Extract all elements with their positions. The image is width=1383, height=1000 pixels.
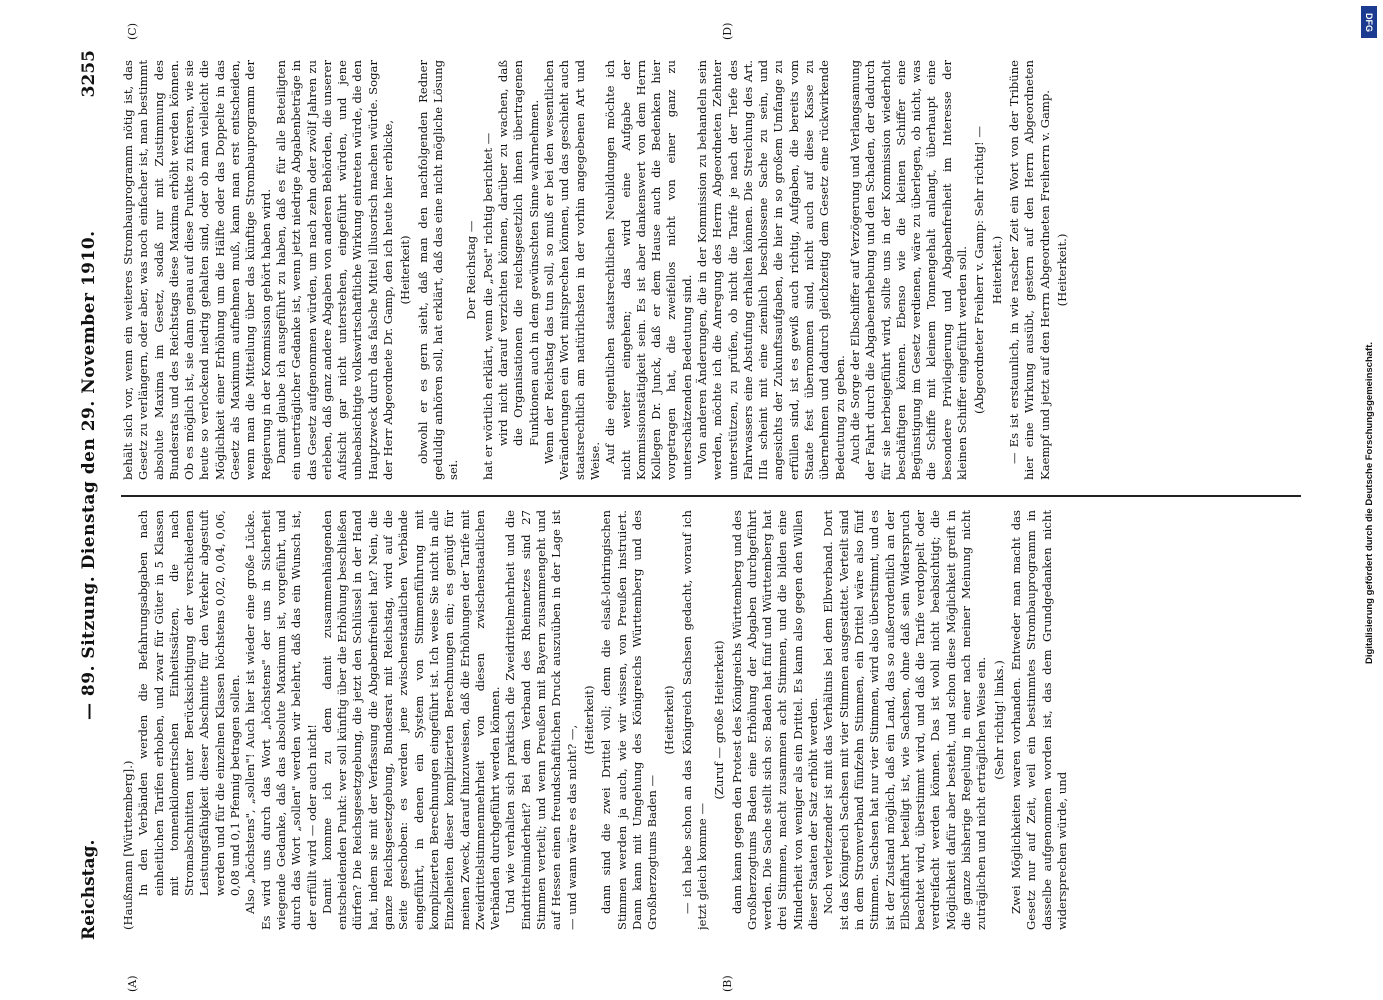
header-session-date: — 89. Sitzung. Dienstag den 29. November 1910. — [79, 230, 99, 720]
interjection: (Abgeordneter Freiherr v. Gamp: Sehr richtig! — — [972, 125, 987, 415]
paragraph: dann sind die zwei Drittel voll; denn die elsaß-lothringischen Stimmen werden ja auch, wie wir wissen, von Preußen instruiert. Dann kann mit Umgehung des Königreichs Württemberg und des Großherzogtums Baden — — [599, 510, 660, 930]
page-header — [71, 50, 111, 940]
interjection: (Heiterkeit) — [581, 685, 596, 755]
column-divider — [121, 496, 1301, 498]
interjection: (Heiterkeit) — [662, 685, 677, 755]
interjection: (Zuruf — große Heiterkeit) — [712, 640, 727, 800]
interjection: (Sehr richtig! links.) — [991, 660, 1006, 780]
paragraph: hat er wörtlich erklärt, wenn die „Post" richtig berichtet — — [480, 132, 495, 480]
document-page — [31, 0, 1331, 1000]
paragraph: — ich habe schon an das Königreich Sachsen gedacht, worauf ich jetzt gleich komme — — [679, 510, 709, 930]
digitization-credit: Digitalisierung gefördert durch die Deutsche Forschungsgemeinschaft. — [1364, 342, 1375, 664]
paragraph: dann kann gegen den Protest des Königreichs Württemberg und des Großherzogtums Baden eine Erhöhung der Abgaben durchgeführt werden. Die Sache stellt sich so: Baden hat fünf und Württemberg hat drei Stimmen, macht zusammen acht Stimmen, und die bilden eine Minderheit von weniger als ein Drittel. Es kann also gegen den Willen dieser Staaten der Satz erhöht werden. — [729, 510, 821, 930]
paragraph: Also „höchstens", „sollen"! Auch hier ist wieder eine große Lücke. Es wird uns durch das Wort „höchstens" der uns in Sicherheit wiegende Gedanke, daß das absolute Maximum ist, vorgeführt, und durch das Wort „sollen" werden wir belehrt, daß das ein Wunsch ist, der erfüllt wird — oder auch nicht! — [243, 510, 319, 930]
quote-intro: Der Reichstag — — [463, 220, 478, 320]
paragraph: obwohl er es gern sieht, daß man den nachfolgenden Redner geduldig anhören soll, hat erklärt, daß das eine nicht mögliche Lösung sei. — [415, 60, 461, 480]
paragraph: Damit komme ich zu dem damit zusammenhängenden entscheidenden Punkt: wer soll künftig über die Erhöhung beschließen dürfen? Die Reichsgesetzgebung, die jetzt den Schlüssel in der Hand hat, indem sie mit der Verfassung die Abgabenfreiheit hat? Nein, die ganze Reichsgesetzgebung, Bundesrat mit Reichstag, wird auf die Seite geschoben: es werden jene zwischenstaatlichen Verbände eingeführt, in denen ein System von Stimmenführung mit komplizierten Berechnungen eingeführt ist. Ich weise Sie nicht in alle Einzelheiten dieser komplizierten Berechnungen ein; es genügt für meinen Zweck, darauf hinzuweisen, daß die Erhöhungen der Tarife mit Zweidrittelstimmenmehrheit von diesen zwischenstaatlichen Verbänden durchgeführt werden können. — [319, 510, 503, 930]
left-column — [121, 510, 1301, 930]
header-left: Reichstag. — [79, 839, 99, 940]
paragraph: Zwei Möglichkeiten waren vorhanden. Entweder man macht das Gesetz nur auf Zeit, weil ein bestimmtes Strombauprogramm in dasselbe aufgenommen worden ist, das dem Grundgedanken nicht widersprechen würde, und — [1008, 510, 1069, 930]
margin-marker-c: (C) — [126, 23, 139, 40]
paragraph: Von anderen Änderungen, die in der Kommission zu behandeln sein werden, möchte ich die Anregung des Herrn Abgeordneten Zehnter unterstützen, zu prüfen, ob nicht die Tarife je nach der Tiefe des Fahrwassers eine Abstufung erhalten können. Die Streichung des Art. IIIa scheint mit eine ziemlich beschlossene Sache zu sein, und angesichts der Zukunftsaufgaben, die hier in so großem Umfange zu erfüllen sind, ist es gewiß auch richtig, Aufgaben, die bereits vom Staate fest übernommen sind, nicht auch auf diese Kasse zu übernehmen und dadurch gleichzeitig dem Gesetz eine rückwirkende Bedeutung zu geben. — [694, 60, 847, 480]
speaker-label: (Haußmann [Württemberg].) — [121, 760, 135, 930]
paragraph: Wenn der Reichstag das tun soll, so muß er bei den wesentlichen Veränderungen ein Wort mitsprechen können, und das geschieht auch staatsrechtlich am natürlichsten in der vorhin angegebenen Art und Weise. — [542, 60, 602, 480]
paragraph: Auf die eigentlichen staatsrechtlichen Neubildungen möchte ich nicht weiter eingehen; das wird eine Aufgabe der Kommissionstätigkeit sein. Es ist aber dankenswert von dem Herrn Kollegen Dr. Junck, daß er dem Hause auch die Bedenken hier vorgetragen hat, die zweifellos nicht von einer ganz zu unterschätzenden Bedeutung sind. — [603, 60, 694, 480]
interjection: (Heiterkeit.) — [1054, 233, 1069, 307]
paragraph: Noch verletzender ist mit das Verhältnis bei dem Elbverband. Dort ist das Königreich Sachsen mit vier Stimmen ausgestattet. Verteilt sind in dem Stromverband fünfzehn Stimmen, ein Drittel wäre also fünf Stimmen. Sachsen hat nur vier Stimmen, wird also überstimmt, und es ist der Zustand möglich, daß ein Land, das so außerordentlich an der Elbschiffahrt beteiligt ist, wie Sachsen, ohne daß sein Widerspruch beachtet wird, überstimmt wird, und daß die Tarife verdoppelt oder verdreifacht werden können. Das ist wohl nicht beabsichtigt; die Möglichkeit dafür aber besteht, und schon diese Möglichkeit greift in die ganze bisherige Regelung in einer nach meiner Meinung nicht zuträglichen und nicht erträglichen Weise ein. — [821, 510, 989, 930]
interjection: Heiterkeit.) — [989, 235, 1004, 305]
paragraph: Damit glaube ich ausgeführt zu haben, daß es für alle Beteiligten ein unerträglicher Gedanke ist, wenn jetzt niedrige Abgabenbeträge in das Gesetz aufgenommen würden, um nach zehn oder zwölf Jahren zu erleben, daß ganz andere Abgaben von anderen Behörden, die unserer Aufsicht gar nicht unterstehen, eingeführt würden, und jene unbeabsichtigte volkswirtschaftliche Wirkung eintreten würde, die den Hauptzweck durch das falsche Mittel illusorisch machen würde. Sogar der Herr Abgeordnete Dr. Gamp, den ich heute hier erblicke, — [273, 60, 396, 480]
page-number: 3255 — [79, 50, 99, 98]
margin-marker-d: (D) — [721, 22, 734, 40]
margin-marker-b: (B) — [721, 975, 734, 992]
quoted-paragraph: wird nicht darauf verzichten können, darüber zu wachen, daß die Organisationen die reichsgesetzlich ihnen übertragenen Funktionen auch in dem gewünschten Sinne wahrnehmen. — [496, 60, 541, 446]
dfg-logo: DFG — [1361, 6, 1377, 38]
right-column — [121, 60, 1301, 480]
paragraph: Auch die Sorge der Elbschiffer auf Verzögerung und Verlangsamung der Fahrt durch die Abgabenerhebung und den Schaden, der dadurch für sie herbeigeführt wird, sollte uns in der Kommission wiederholt beschäftigen können. Ebenso wie die kleinen Schiffer eine Begünstigung im Gesetz verdienen, wäre zu überlegen, ob nicht, was die Schiffe mit kleinem Tonnengehalt anlangt, überhaupt eine besondere Privilegierung und Abgabenfreiheit im Interesse der kleinen Schiffer eingeführt werden soll. — [847, 60, 970, 480]
paragraph: Und wie verhalten sich praktisch die Zweidrittelmehrheit und die Eindrittelminderheit? Bei dem Verband des Rheinnetzes sind 27 Stimmen verteilt; und wenn Preußen mit Bayern zusammengeht und auf Hessen einen freundschaftlichen Druck auszuüben in der Lage ist — und wann wäre es das nicht? —, — [503, 510, 579, 930]
interjection: (Heiterkeit) — [398, 235, 413, 305]
margin-marker-a: (A) — [126, 975, 139, 992]
paragraph: — Es ist erstaunlich, in wie rascher Zeit ein Wort von der Tribüne hier eine Wirkung ausübt, gestern auf den Herrn Abgeordneten Kaempf und jetzt auf den Herrn Abgeordneten Freiherrn v. Gamp. — [1006, 60, 1052, 480]
paragraph: behält sich vor, wenn ein weiteres Strombauprogramm nötig ist, das Gesetz zu verlängern, oder aber, was noch einfacher ist, man bestimmt absolute Maxima im Gesetz, sodaß nur mit Zustimmung des Bundesrats und des Reichstags diese Maxima erhöht werden können. Ob es möglich ist, sie dann genau auf diese Punkte zu fixieren, wie sie heute so verlockend niedrig gehalten sind, oder ob man vielleicht die Möglichkeit einer Erhöhung um die Hälfte oder das Doppelte in das Gesetz als Maximum aufnehmen muß, kann man erst entscheiden, wenn man die Mitteilung über das künftige Strombauprogramm der Regierung in der Kommission gehört haben wird. — [121, 60, 273, 480]
quoted-paragraph: In den Verbänden werden die Befahrungsabgaben nach einheitlichen Tarifen erhoben, und zwar für Güter in 5 Klassen mit tonnenkilometrischen Einheitssätzen, die nach Stromabschnitten unter Berücksichtigung der verschiedenen Leistungsfähigkeit dieser Abschnitte für den Verkehr abgestuft werden und für die einzelnen Klassen höchstens 0,02, 0,04, 0,06, 0,08 und 0,1 Pfennig betragen sollen. — [136, 510, 243, 896]
